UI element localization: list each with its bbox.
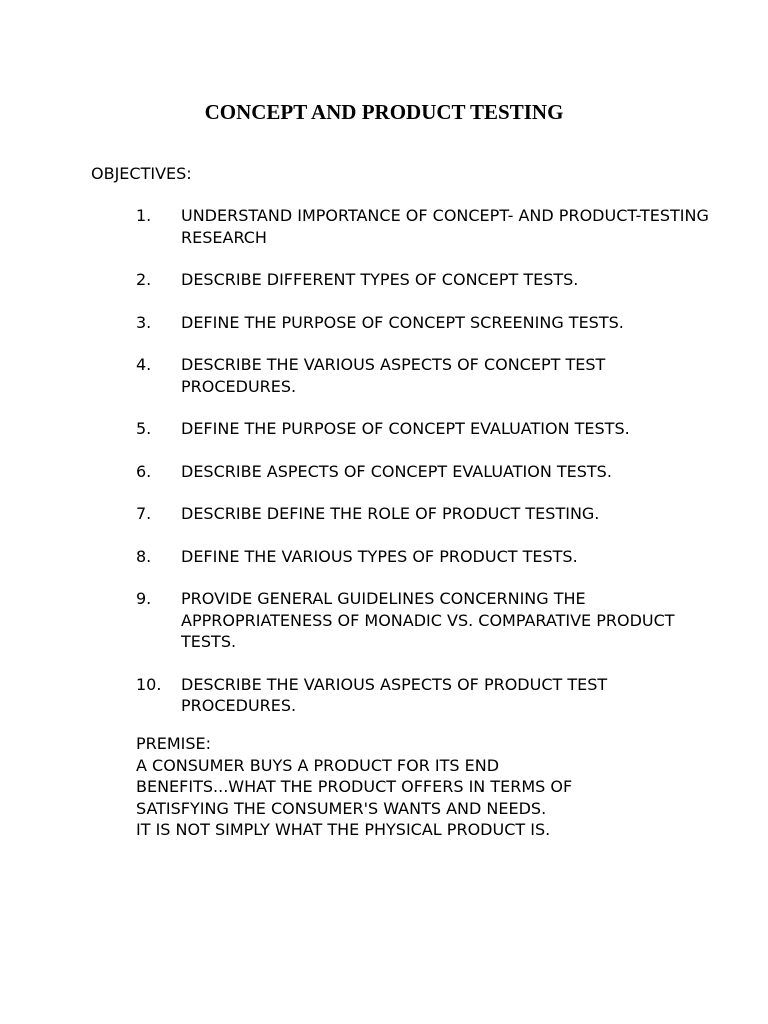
objective-number: 1. [136, 206, 152, 225]
objective-item [136, 354, 716, 397]
objective-item [136, 588, 716, 653]
premise-label: PREMISE: [136, 734, 212, 753]
objective-text: DEFINE THE PURPOSE OF CONCEPT EVALUATION TESTS. [181, 419, 630, 438]
objective-number: 3. [136, 312, 152, 332]
objective-item [136, 418, 716, 440]
premise-line: A CONSUMER BUYS A PRODUCT FOR ITS END [136, 755, 500, 775]
objective-item [136, 503, 716, 525]
objectives-list [136, 205, 716, 738]
objective-number: 6. [136, 461, 152, 481]
objective-number: 4. [136, 355, 152, 374]
objective-number: 7. [136, 504, 152, 523]
objective-item [136, 546, 716, 568]
objective-item [136, 461, 716, 483]
objective-text: DEFINE THE VARIOUS TYPES OF PRODUCT TESTS. [181, 546, 578, 566]
premise-block [136, 733, 716, 841]
objective-number: 8. [136, 546, 152, 566]
premise-line: SATISFYING THE CONSUMER'S WANTS AND NEEDS. [136, 798, 547, 818]
page-title: CONCEPT AND PRODUCT TESTING [204, 100, 564, 124]
objective-text: DEFINE THE PURPOSE OF CONCEPT SCREENING TESTS. [181, 312, 624, 332]
objective-number: 10. [136, 674, 162, 694]
objective-text: DESCRIBE THE VARIOUS ASPECTS OF PRODUCT TEST PROCEDURES. [181, 674, 608, 715]
objectives-label: OBJECTIVES: [91, 164, 192, 183]
objective-text: DESCRIBE DIFFERENT TYPES OF CONCEPT TESTS. [181, 270, 579, 289]
objective-item [136, 312, 716, 334]
objective-number: 2. [136, 270, 152, 289]
objective-number: 5. [136, 419, 152, 438]
objective-number: 9. [136, 589, 152, 608]
objective-item [136, 269, 716, 291]
objective-text: DESCRIBE ASPECTS OF CONCEPT EVALUATION TESTS. [181, 461, 612, 481]
objective-item [136, 205, 716, 248]
premise-line: BENEFITS...WHAT THE PRODUCT OFFERS IN TERMS OF [136, 777, 573, 796]
objective-text: DESCRIBE THE VARIOUS ASPECTS OF CONCEPT TEST PROCEDURES. [181, 355, 606, 396]
objective-text: DESCRIBE DEFINE THE ROLE OF PRODUCT TESTING. [181, 504, 600, 523]
objective-item [136, 674, 716, 717]
premise-line: IT IS NOT SIMPLY WHAT THE PHYSICAL PRODUCT IS. [136, 820, 551, 839]
objective-text: UNDERSTAND IMPORTANCE OF CONCEPT- AND PRODUCT-TESTING RESEARCH [181, 206, 709, 247]
objective-text: PROVIDE GENERAL GUIDELINES CONCERNING THE APPROPRIATENESS OF MONADIC VS. COMPARATIVE PRODUCT TESTS. [181, 589, 675, 651]
